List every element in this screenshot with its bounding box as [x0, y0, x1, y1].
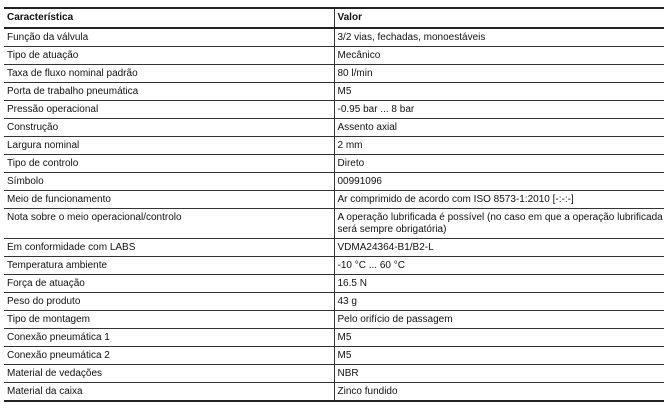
row-value: A operação lubrificada é possível (no caso em que a operação lubrificada será sempre obrigatória): [334, 209, 664, 239]
row-key: Nota sobre o meio operacional/controlo: [4, 209, 334, 239]
table-row: [4, 155, 664, 173]
row-key: Função da válvula: [4, 28, 334, 47]
row-value: Direto: [334, 155, 664, 173]
table-row: [4, 257, 664, 275]
table-row: [4, 83, 664, 101]
table-row: [4, 173, 664, 191]
table-row: [4, 347, 664, 365]
row-key: Meio de funcionamento: [4, 191, 334, 209]
table-row: [4, 47, 664, 65]
row-key: Taxa de fluxo nominal padrão: [4, 65, 334, 83]
row-key: Material da caixa: [4, 383, 334, 402]
table-row: [4, 365, 664, 383]
table-row: [4, 209, 664, 239]
row-key: Força de atuação: [4, 275, 334, 293]
row-key: Símbolo: [4, 173, 334, 191]
row-value: 3/2 vias, fechadas, monoestáveis: [334, 28, 664, 47]
row-value: 80 l/min: [334, 65, 664, 83]
row-value: 00991096: [334, 173, 664, 191]
row-value: -10 °C ... 60 °C: [334, 257, 664, 275]
table-row: [4, 293, 664, 311]
row-key: Temperatura ambiente: [4, 257, 334, 275]
row-key: Conexão pneumática 1: [4, 329, 334, 347]
row-value: Mecânico: [334, 47, 664, 65]
table-header-row: [4, 8, 664, 28]
row-value: Pelo orifício de passagem: [334, 311, 664, 329]
row-value: Ar comprimido de acordo com ISO 8573-1:2010 [-:-:-]: [334, 191, 664, 209]
row-value: M5: [334, 329, 664, 347]
row-key: Porta de trabalho pneumática: [4, 83, 334, 101]
row-value: M5: [334, 347, 664, 365]
row-key: Peso do produto: [4, 293, 334, 311]
row-value: NBR: [334, 365, 664, 383]
table-row: [4, 101, 664, 119]
table-row: [4, 239, 664, 257]
table-row: [4, 329, 664, 347]
row-value: VDMA24364-B1/B2-L: [334, 239, 664, 257]
row-value: 2 mm: [334, 137, 664, 155]
row-value: Assento axial: [334, 119, 664, 137]
table-row: [4, 275, 664, 293]
table-row: [4, 191, 664, 209]
header-characteristic: Característica: [4, 8, 334, 28]
spec-table: [4, 7, 664, 402]
row-key: Construção: [4, 119, 334, 137]
table-row: [4, 137, 664, 155]
table-row: [4, 65, 664, 83]
row-key: Pressão operacional: [4, 101, 334, 119]
table-row: [4, 311, 664, 329]
row-value: 43 g: [334, 293, 664, 311]
row-value: -0.95 bar ... 8 bar: [334, 101, 664, 119]
row-key: Em conformidade com LABS: [4, 239, 334, 257]
row-key: Conexão pneumática 2: [4, 347, 334, 365]
row-key: Largura nominal: [4, 137, 334, 155]
table-row: [4, 383, 664, 402]
header-value: Valor: [334, 8, 664, 28]
row-key: Tipo de atuação: [4, 47, 334, 65]
row-key: Tipo de controlo: [4, 155, 334, 173]
row-key: Tipo de montagem: [4, 311, 334, 329]
row-value: 16.5 N: [334, 275, 664, 293]
table-row: [4, 28, 664, 47]
row-key: Material de vedações: [4, 365, 334, 383]
row-value: Zinco fundido: [334, 383, 664, 402]
table-row: [4, 119, 664, 137]
row-value: M5: [334, 83, 664, 101]
spec-table-container: [4, 7, 664, 402]
